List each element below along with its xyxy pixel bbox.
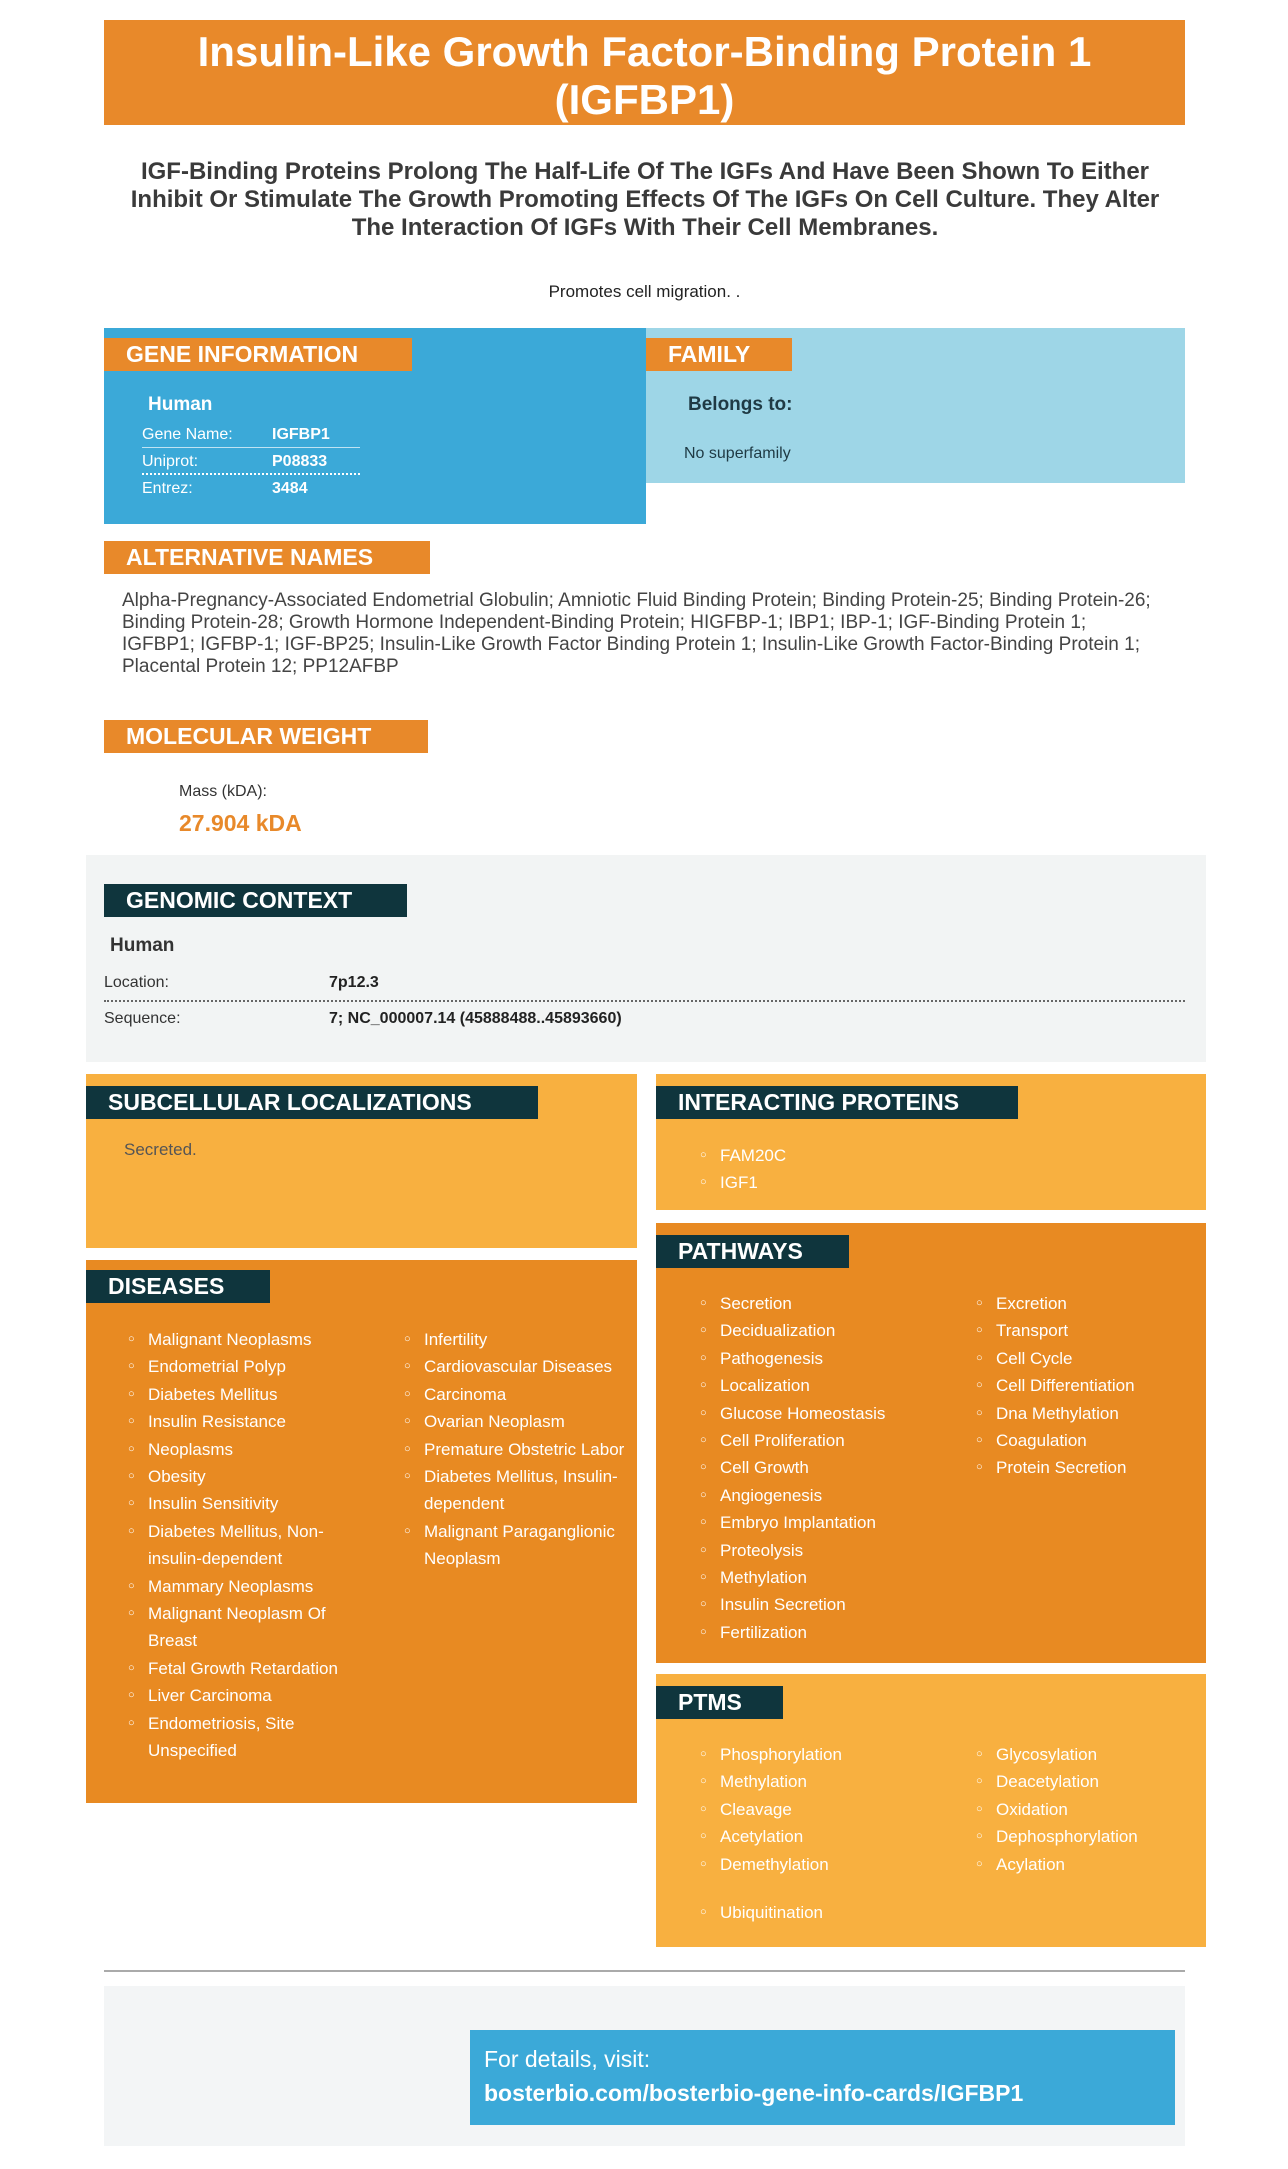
list-item: ○ Pathogenesis <box>700 1345 950 1372</box>
subcellular-panel <box>86 1074 637 1248</box>
list-item: ○ Obesity <box>128 1463 338 1490</box>
diseases-list-col1 <box>128 1326 338 1765</box>
subcellular-text: Secreted. <box>124 1140 197 1159</box>
sequence-label: Sequence: <box>104 1010 181 1027</box>
list-item: ○ Fertilization <box>700 1619 950 1646</box>
pathways-list-col1 <box>700 1290 950 1646</box>
gene-information-panel <box>104 328 646 524</box>
list-item: ○ Diabetes Mellitus, Non-insulin-dependent <box>128 1518 338 1573</box>
list-item: ○ Angiogenesis <box>700 1482 950 1509</box>
list-item: ○ Decidualization <box>700 1317 950 1344</box>
list-item: ○ Ovarian Neoplasm <box>404 1408 626 1435</box>
interacting-proteins-list <box>700 1142 786 1197</box>
footer-link[interactable]: bosterbio.com/bosterbio-gene-info-cards/IGFBP1 <box>484 2080 1024 2106</box>
list-item: ○ Transport <box>976 1317 1196 1344</box>
location-label: Location: <box>104 974 169 991</box>
list-item: ○ Protein Secretion <box>976 1454 1196 1481</box>
list-item: ○ Malignant Neoplasm Of Breast <box>128 1600 338 1655</box>
list-item: ○ Insulin Secretion <box>700 1591 950 1618</box>
list-item: ○ Carcinoma <box>404 1381 626 1408</box>
interacting-proteins-panel <box>656 1074 1206 1210</box>
list-item: ○ Acetylation <box>700 1823 950 1850</box>
list-item: ○ Deacetylation <box>976 1768 1196 1795</box>
list-item: ○ Fetal Growth Retardation <box>128 1655 338 1682</box>
protein-summary: IGF-Binding Proteins Prolong The Half-Life Of The IGFs And Have Been Shown To Either Inhibit Or Stimulate The Growth Promoting Effects Of The IGFs On Cell Culture. They Alter The Interaction Of IGFs With Their Cell Membranes. <box>130 158 1160 241</box>
molecular-weight-heading: MOLECULAR WEIGHT <box>104 720 428 753</box>
gene-row-value: 3484 <box>272 480 308 497</box>
ptms-list-col1 <box>700 1741 950 1878</box>
list-item: ○ Mammary Neoplasms <box>128 1573 338 1600</box>
ptms-panel <box>656 1674 1206 1947</box>
list-item: ○ Neoplasms <box>128 1436 338 1463</box>
list-item: ○ Premature Obstetric Labor <box>404 1436 626 1463</box>
list-item: ○ Demethylation <box>700 1851 950 1878</box>
list-item: ○ Diabetes Mellitus, Insulin-dependent <box>404 1463 626 1518</box>
page-title: Insulin-Like Growth Factor-Binding Protein 1 (IGFBP1) <box>104 20 1185 125</box>
list-item: ○ Localization <box>700 1372 950 1399</box>
family-heading: FAMILY <box>646 338 792 371</box>
list-item: ○ Insulin Resistance <box>128 1408 338 1435</box>
diseases-panel <box>86 1260 637 1803</box>
gene-row-key: Uniprot: <box>142 453 199 470</box>
list-item: ○ Insulin Sensitivity <box>128 1490 338 1517</box>
genomic-sequence-row <box>104 1010 1185 1034</box>
pathways-list-col2 <box>976 1290 1196 1482</box>
footer-divider <box>104 1970 1185 1972</box>
gene-row-value: P08833 <box>272 453 328 470</box>
gene-row-value: IGFBP1 <box>272 426 330 443</box>
list-item: ○ Acylation <box>976 1851 1196 1878</box>
list-item: ○ Malignant Paraganglionic Neoplasm <box>404 1518 626 1573</box>
list-item: ○ Ubiquitination <box>700 1899 950 1926</box>
list-item: ○ Cell Growth <box>700 1454 950 1481</box>
list-item: ○ Malignant Neoplasms <box>128 1326 338 1353</box>
list-item: ○ Cell Proliferation <box>700 1427 950 1454</box>
family-panel <box>646 328 1185 483</box>
list-item: ○ Cell Differentiation <box>976 1372 1196 1399</box>
ptms-list-col2 <box>976 1741 1196 1878</box>
gene-species: Human <box>148 394 213 415</box>
list-item: ○ IGF1 <box>700 1169 786 1196</box>
list-item: ○ Phosphorylation <box>700 1741 950 1768</box>
list-item: ○ Glucose Homeostasis <box>700 1400 950 1427</box>
location-value: 7p12.3 <box>329 974 379 991</box>
list-item: ○ Secretion <box>700 1290 950 1317</box>
list-item: ○ Endometriosis, Site Unspecified <box>128 1710 338 1765</box>
mass-value: 27.904 kDA <box>179 810 302 836</box>
list-item: ○ Endometrial Polyp <box>128 1353 338 1380</box>
gene-row <box>142 453 360 475</box>
interacting-proteins-heading: INTERACTING PROTEINS <box>656 1086 1018 1119</box>
list-item: ○ FAM20C <box>700 1142 786 1169</box>
gene-row-key: Entrez: <box>142 480 193 497</box>
gene-row <box>142 480 360 502</box>
list-item: ○ Embryo Implantation <box>700 1509 950 1536</box>
list-item: ○ Liver Carcinoma <box>128 1682 338 1709</box>
family-value: No superfamily <box>684 445 791 462</box>
list-item: ○ Infertility <box>404 1326 626 1353</box>
genomic-context-heading: GENOMIC CONTEXT <box>104 884 407 917</box>
list-item: ○ Cardiovascular Diseases <box>404 1353 626 1380</box>
diseases-list-col2 <box>404 1326 626 1573</box>
footer-visit-label: For details, visit: <box>484 2046 651 2072</box>
list-item: ○ Dephosphorylation <box>976 1823 1196 1850</box>
alternative-names-text: Alpha-Pregnancy-Associated Endometrial Globulin; Amniotic Fluid Binding Protein; Binding Protein-25; Binding Protein-26; Binding Protein-28; Growth Hormone Independent-Binding Protein; HIGFBP-1; IBP1; IBP-1; IGF-Binding Protein 1; IGFBP1; IGFBP-1; IGF-BP25; Insulin-Like Growth Factor Binding Protein 1; Insulin-Like Growth Factor-Binding Protein 1; Placental Protein 12; PP12AFBP <box>122 590 1151 677</box>
list-item: ○ Dna Methylation <box>976 1400 1196 1427</box>
mass-label: Mass (kDA): <box>179 783 267 800</box>
genomic-species: Human <box>110 935 175 956</box>
list-item: ○ Methylation <box>700 1564 950 1591</box>
family-belongs-label: Belongs to: <box>688 394 793 415</box>
function-text: Promotes cell migration. . <box>548 282 741 301</box>
list-item: ○ Glycosylation <box>976 1741 1196 1768</box>
pathways-panel <box>656 1223 1206 1663</box>
sequence-value: 7; NC_000007.14 (45888488..45893660) <box>329 1010 622 1027</box>
list-item: ○ Cell Cycle <box>976 1345 1196 1372</box>
pathways-heading: PATHWAYS <box>656 1235 849 1268</box>
diseases-heading: DISEASES <box>86 1270 270 1303</box>
ptms-list-extra <box>700 1899 950 1926</box>
list-item: ○ Excretion <box>976 1290 1196 1317</box>
genomic-location-row <box>104 974 1185 1002</box>
list-item: ○ Proteolysis <box>700 1537 950 1564</box>
list-item: ○ Methylation <box>700 1768 950 1795</box>
gene-row-key: Gene Name: <box>142 426 233 443</box>
list-item: ○ Diabetes Mellitus <box>128 1381 338 1408</box>
gene-row <box>142 426 360 448</box>
list-item: ○ Coagulation <box>976 1427 1196 1454</box>
list-item: ○ Cleavage <box>700 1796 950 1823</box>
alternative-names-heading: ALTERNATIVE NAMES <box>104 541 430 574</box>
gene-information-heading: GENE INFORMATION <box>104 338 412 371</box>
subcellular-heading: SUBCELLULAR LOCALIZATIONS <box>86 1086 538 1119</box>
footer-details-box <box>470 2030 1175 2125</box>
list-item: ○ Oxidation <box>976 1796 1196 1823</box>
ptms-heading: PTMS <box>656 1686 783 1719</box>
